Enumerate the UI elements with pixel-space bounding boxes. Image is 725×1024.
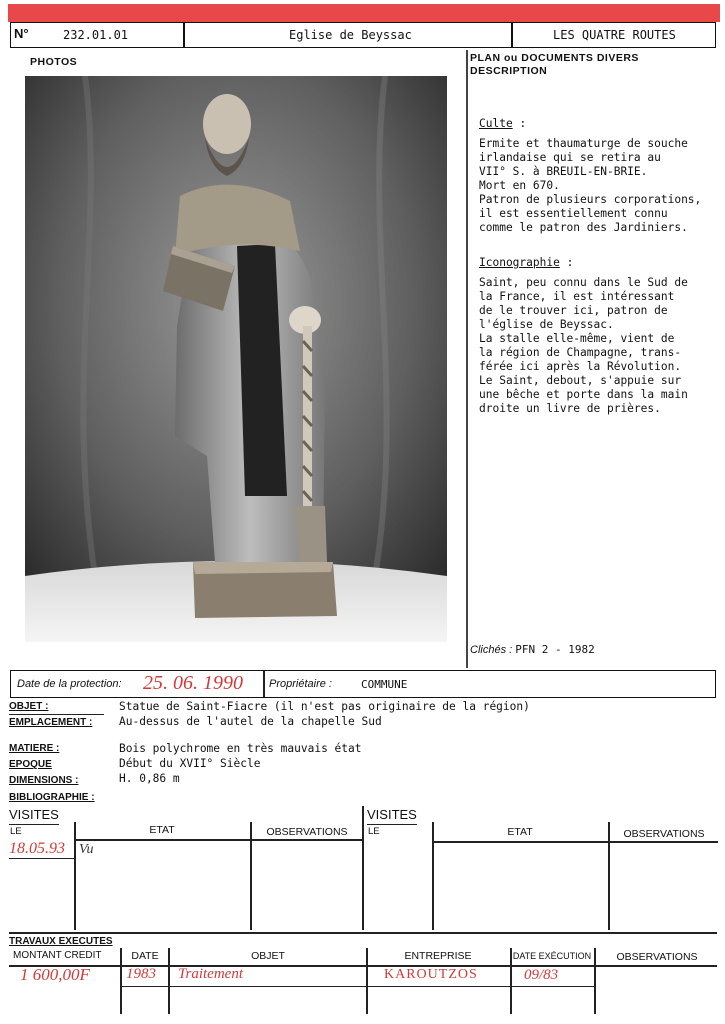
visites-col-le-right: LE bbox=[368, 826, 380, 837]
travaux-montant: 1 600,00F bbox=[20, 965, 90, 984]
travaux-entreprise: KAROUTZOS bbox=[384, 967, 478, 982]
visites-col-obs-right: OBSERVATIONS bbox=[623, 828, 705, 840]
protection-date-value: 25. 06. 1990 bbox=[143, 672, 243, 694]
photos-label: PHOTOS bbox=[30, 56, 78, 68]
visites-col-le-left: LE bbox=[10, 826, 22, 837]
dimensions-value: H. 0,86 m bbox=[119, 772, 180, 785]
travaux-title: TRAVAUX EXECUTES bbox=[9, 936, 113, 947]
iconographie-heading-row bbox=[479, 256, 573, 270]
travaux-col-montant: MONTANT CREDIT bbox=[13, 950, 102, 961]
record-location: LES QUATRE ROUTES bbox=[553, 28, 676, 42]
emplacement-label: EMPLACEMENT : bbox=[9, 717, 93, 728]
plan-label: PLAN ou DOCUMENTS DIVERS bbox=[470, 52, 639, 64]
dimensions-label: DIMENSIONS : bbox=[9, 775, 79, 786]
record-header bbox=[10, 22, 716, 48]
protection-box bbox=[10, 670, 716, 698]
iconographie-heading: Iconographie bbox=[479, 256, 560, 269]
epoque-value: Début du XVII° Siècle bbox=[119, 757, 261, 770]
visites-title-left: VISITES bbox=[9, 807, 59, 822]
emplacement-value: Au-dessus de l'autel de la chapelle Sud bbox=[119, 715, 382, 728]
travaux-col-obs: OBSERVATIONS bbox=[616, 951, 698, 963]
record-title: Eglise de Beyssac bbox=[289, 28, 412, 42]
visites-col-obs-left: OBSERVATIONS bbox=[266, 826, 348, 838]
travaux-col-objet: OBJET bbox=[251, 950, 285, 962]
cliches-label: Clichés : bbox=[470, 644, 513, 656]
top-color-band bbox=[8, 4, 720, 22]
objet-label: OBJET : bbox=[9, 701, 49, 712]
travaux-col-date: DATE bbox=[131, 950, 159, 962]
owner-value: COMMUNE bbox=[361, 678, 408, 691]
owner-label: Propriétaire : bbox=[269, 678, 332, 690]
visites-col-etat-left: ETAT bbox=[149, 824, 175, 836]
matiere-value: Bois polychrome en très mauvais état bbox=[119, 742, 362, 755]
travaux-date-exec: 09/83 bbox=[524, 967, 559, 983]
column-divider bbox=[466, 50, 468, 668]
objet-value: Statue de Saint-Fiacre (il n'est pas originaire de la région) bbox=[119, 700, 530, 713]
protection-date-label: Date de la protection: bbox=[17, 678, 122, 690]
iconographie-colon: : bbox=[566, 256, 574, 269]
travaux-date: 1983 bbox=[126, 966, 156, 982]
epoque-label: EPOQUE bbox=[9, 759, 52, 770]
travaux-col-date-exec: DATE EXÉCUTION bbox=[512, 951, 592, 961]
cliches-value: PFN 2 - 1982 bbox=[515, 643, 595, 656]
record-number: 232.01.01 bbox=[63, 28, 129, 42]
visite-date: 18.05.93 bbox=[9, 840, 65, 857]
visite-etat: Vu bbox=[79, 842, 94, 857]
iconographie-text: Saint, peu connu dans le Sud de la France, il est intéressant de le trouver ici, patron de l'église de Beyssac. La stalle elle-même, vient de la région de Champagne, trans- férée ici après la Révolution. Le Saint, debout, s'appuie sur une bêche et porte dans la main droite un livre de prières. bbox=[479, 276, 688, 415]
culte-colon: : bbox=[519, 117, 527, 130]
travaux-objet: Traitement bbox=[178, 966, 244, 982]
visites-col-etat-right: ETAT bbox=[507, 826, 533, 838]
matiere-label: MATIERE : bbox=[9, 743, 60, 754]
number-label: N° bbox=[14, 26, 29, 41]
culte-heading-row bbox=[479, 117, 526, 131]
visites-title-right: VISITES bbox=[367, 807, 417, 822]
travaux-col-entreprise: ENTREPRISE bbox=[404, 950, 472, 962]
bibliographie-label: BIBLIOGRAPHIE : bbox=[9, 792, 95, 803]
statue-photo bbox=[25, 76, 447, 642]
culte-text: Ermite et thaumaturge de souche irlandaise qui se retira au VII° S. à BREUIL-EN-BRIE. Mort en 670. Patron de plusieurs corporations, il est essentiellement connu comme le patron des Jardiniers. bbox=[479, 137, 702, 234]
culte-heading: Culte bbox=[479, 117, 513, 130]
cliches-row bbox=[470, 643, 595, 656]
description-label: DESCRIPTION bbox=[470, 65, 548, 77]
